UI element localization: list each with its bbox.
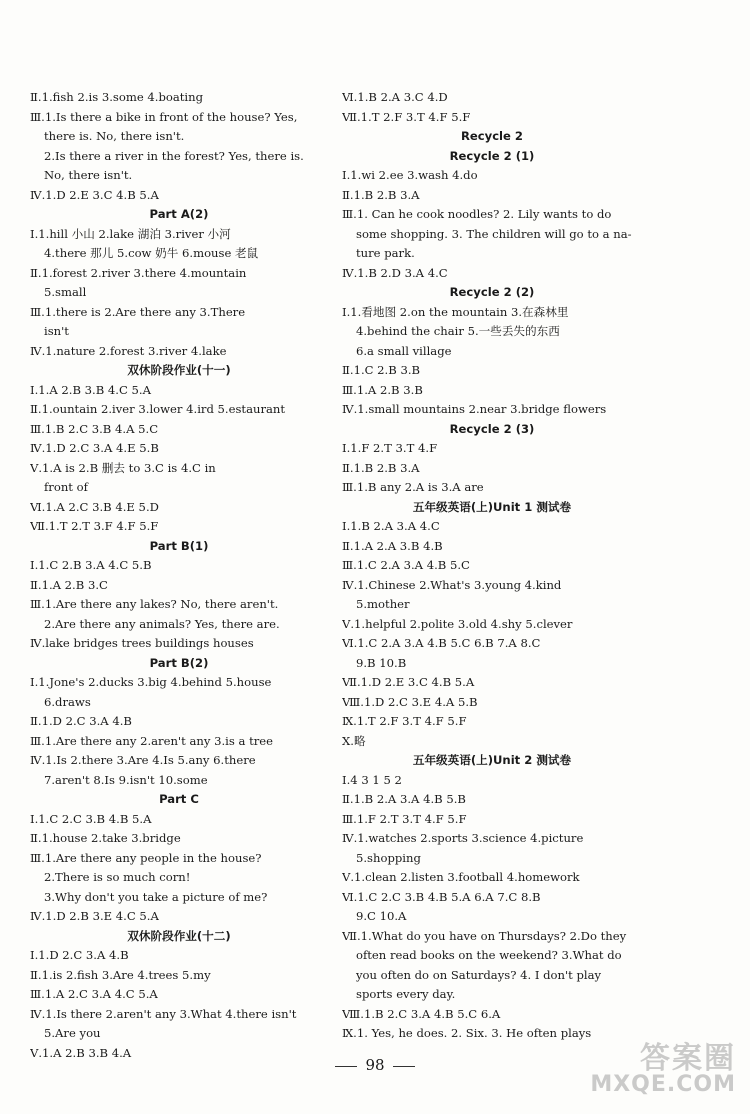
answer-line: ture park.: [356, 246, 415, 260]
answer-line: Ⅳ.1.D 2.E 3.C 4.B 5.A: [30, 187, 159, 202]
answer-line: Ⅲ.1. Can he cook noodles? 2. Lily wants to do: [342, 207, 612, 221]
answer-line: Ⅳ.lake bridges trees buildings houses: [30, 636, 254, 650]
answer-line: Ⅰ.1.Jone's 2.ducks 3.big 4.behind 5.house: [30, 675, 272, 689]
answer-line: 5.Are you: [44, 1026, 101, 1040]
answer-line: Ⅰ.1.C 2.B 3.A 4.C 5.B: [30, 558, 152, 572]
section-heading: Recycle 2 (1): [449, 148, 535, 163]
answer-line: Ⅰ.1.F 2.T 3.T 4.F: [342, 441, 438, 455]
right-column: [342, 88, 642, 1044]
answer-line: Ⅱ.1.C 2.B 3.B: [342, 363, 421, 377]
answer-line: Ⅷ.1.B 2.C 3.A 4.B 5.C 6.A: [342, 1006, 501, 1021]
answer-line: sports every day.: [356, 987, 456, 1001]
answer-line: Ⅱ.1.house 2.take 3.bridge: [30, 831, 181, 845]
answer-line: Ⅹ.略: [342, 733, 366, 748]
answer-line: Ⅳ.1.nature 2.forest 3.river 4.lake: [30, 343, 227, 358]
answer-line: Ⅳ.1.Is there 2.aren't any 3.What 4.there isn't: [30, 1006, 297, 1021]
answer-line: Ⅱ.1.A 2.A 3.B 4.B: [342, 538, 443, 553]
answer-line: Ⅴ.1.A is 2.B 删去 to 3.C is 4.C in: [30, 460, 216, 475]
answer-line: Ⅲ.1.F 2.T 3.T 4.F 5.F: [342, 811, 467, 826]
answer-line: Ⅳ.1.Chinese 2.What's 3.young 4.kind: [342, 577, 562, 592]
answer-line: Ⅳ.1.Is 2.there 3.Are 4.Is 5.any 6.there: [30, 753, 256, 767]
answer-line: Ⅶ.1.D 2.E 3.C 4.B 5.A: [342, 675, 475, 689]
answer-line: Ⅴ.1.A 2.B 3.B 4.A: [30, 1045, 132, 1060]
left-column: [30, 88, 335, 1063]
section-heading: 五年级英语(上)Unit 1 测试卷: [412, 499, 572, 514]
answer-line: Ⅱ.1.B 2.B 3.A: [342, 460, 420, 475]
section-heading: 双休阶段作业(十二): [127, 928, 231, 943]
answer-line: some shopping. 3. The children will go to a na-: [356, 226, 632, 241]
section-heading: Part C: [159, 792, 199, 806]
answer-line: front of: [44, 480, 88, 494]
answer-line: Ⅲ.1.Are there any people in the house?: [30, 850, 262, 865]
answer-line: Ⅰ.1.C 2.C 3.B 4.B 5.A: [30, 811, 152, 826]
answer-line: Ⅲ.1.C 2.A 3.A 4.B 5.C: [342, 558, 470, 572]
answer-line: Ⅵ.1.C 2.C 3.B 4.B 5.A 6.A 7.C 8.B: [342, 889, 541, 904]
answer-line: often read books on the weekend? 3.What do: [356, 948, 622, 962]
answer-line: Ⅴ.1.clean 2.listen 3.football 4.homework: [342, 870, 580, 884]
answer-line: Ⅳ.1.small mountains 2.near 3.bridge flowers: [342, 402, 607, 416]
answer-line: Ⅱ.1.fish 2.is 3.some 4.boating: [30, 90, 204, 104]
answer-line: Ⅶ.1.What do you have on Thursdays? 2.Do they: [342, 928, 627, 943]
answer-line: Ⅵ.1.B 2.A 3.C 4.D: [342, 90, 448, 104]
answer-line: 3.Why don't you take a picture of me?: [44, 889, 268, 904]
section-heading: 五年级英语(上)Unit 2 测试卷: [412, 753, 572, 767]
answer-line: Ⅲ.1.Are there any 2.aren't any 3.is a tree: [30, 733, 273, 748]
answer-line: 6.draws: [44, 694, 91, 709]
answer-line: Ⅳ.1.D 2.C 3.A 4.E 5.B: [30, 441, 159, 455]
answer-line: Ⅸ.1. Yes, he does. 2. Six. 3. He often plays: [342, 1026, 592, 1040]
answer-line: 5.small: [44, 285, 87, 299]
page-number: 98: [365, 1056, 385, 1074]
answer-line: you often do on Saturdays? 4. I don't play: [356, 967, 602, 982]
answer-line: Ⅳ.1.D 2.B 3.E 4.C 5.A: [30, 909, 159, 923]
answer-line: there is. No, there isn't.: [44, 129, 185, 143]
answer-line: 6.a small village: [356, 343, 452, 358]
answer-line: 9.B 10.B: [356, 655, 407, 670]
answer-line: Ⅱ.1.B 2.A 3.A 4.B 5.B: [342, 792, 466, 806]
answer-line: Ⅰ.1.看地图 2.on the mountain 3.在森林里: [342, 304, 569, 319]
answer-line: 2.Are there any animals? Yes, there are.: [44, 616, 280, 631]
watermark-text-cn: 答案圈: [640, 1041, 736, 1076]
answer-line: 5.mother: [356, 597, 410, 611]
footer-dash-right: [393, 1066, 415, 1067]
answer-line: Ⅳ.1.watches 2.sports 3.science 4.picture: [342, 831, 584, 845]
answer-line: Ⅱ.1.A 2.B 3.C: [30, 577, 108, 592]
section-heading: Part B(2): [149, 655, 209, 670]
answer-line: Ⅰ.1.wi 2.ee 3.wash 4.do: [342, 168, 478, 182]
answer-line: Ⅲ.1.there is 2.Are there any 3.There: [30, 304, 246, 319]
answer-line: Ⅰ.1.A 2.B 3.B 4.C 5.A: [30, 382, 151, 397]
answer-line: Ⅰ.1.D 2.C 3.A 4.B: [30, 948, 129, 962]
answer-line: 7.aren't 8.Is 9.isn't 10.some: [44, 772, 208, 787]
section-heading: Part B(1): [149, 538, 209, 553]
answer-line: Ⅱ.1.forest 2.river 3.there 4.mountain: [30, 265, 247, 280]
answer-line: No, there isn't.: [44, 168, 133, 182]
answer-line: Ⅱ.1.B 2.B 3.A: [342, 187, 420, 202]
answer-line: Ⅰ.4 3 1 5 2: [342, 772, 402, 787]
answer-line: Ⅱ.1.is 2.fish 3.Are 4.trees 5.my: [30, 967, 211, 982]
answer-line: Ⅳ.1.B 2.D 3.A 4.C: [342, 265, 448, 280]
section-heading: Part A(2): [149, 207, 209, 221]
answer-line: Ⅶ.1.T 2.T 3.F 4.F 5.F: [30, 519, 159, 533]
answer-line: Ⅲ.1.Is there a bike in front of the house? Yes,: [30, 109, 298, 124]
answer-line: Ⅸ.1.T 2.F 3.T 4.F 5.F: [342, 714, 467, 728]
footer-dash-left: [335, 1066, 357, 1067]
answer-line: Ⅷ.1.D 2.C 3.E 4.A 5.B: [342, 694, 478, 709]
answer-line: Ⅲ.1.Are there any lakes? No, there aren't.: [30, 597, 279, 611]
watermark-text-en: MXQE.COM: [590, 1072, 736, 1097]
answer-line: Ⅲ.1.A 2.C 3.A 4.C 5.A: [30, 987, 158, 1001]
answer-line: Ⅴ.1.helpful 2.polite 3.old 4.shy 5.clever: [342, 616, 573, 631]
answer-line: Ⅲ.1.B any 2.A is 3.A are: [342, 480, 484, 494]
section-heading: Recycle 2: [460, 129, 524, 143]
answer-line: Ⅵ.1.C 2.A 3.A 4.B 5.C 6.B 7.A 8.C: [342, 636, 541, 650]
answer-line: 9.C 10.A: [356, 909, 407, 923]
watermark-logo: [590, 1041, 736, 1097]
answer-line: Ⅰ.1.B 2.A 3.A 4.C: [342, 519, 440, 533]
answer-line: Ⅱ.1.D 2.C 3.A 4.B: [30, 714, 132, 728]
answer-line: Ⅲ.1.A 2.B 3.B: [342, 382, 423, 397]
answer-line: Ⅵ.1.A 2.C 3.B 4.E 5.D: [30, 499, 159, 514]
answer-line: 5.shopping: [356, 850, 421, 865]
answer-line: Ⅶ.1.T 2.F 3.T 4.F 5.F: [342, 109, 471, 124]
answer-line: 2.There is so much corn!: [44, 870, 191, 884]
answer-line: 2.Is there a river in the forest? Yes, there is.: [44, 148, 304, 163]
answer-line: Ⅰ.1.hill 小山 2.lake 湖泊 3.river 小河: [30, 226, 231, 241]
answer-line: 4.behind the chair 5.一些丢失的东西: [356, 324, 560, 338]
section-heading: Recycle 2 (2): [449, 285, 535, 299]
answer-line: Ⅲ.1.B 2.C 3.B 4.A 5.C: [30, 421, 159, 436]
section-heading: Recycle 2 (3): [449, 421, 535, 436]
section-heading: 双休阶段作业(十一): [127, 363, 231, 377]
answer-line: Ⅱ.1.ountain 2.iver 3.lower 4.ird 5.estaurant: [30, 402, 286, 416]
answer-line: 4.there 那儿 5.cow 奶牛 6.mouse 老鼠: [44, 246, 259, 260]
answer-line: isn't: [44, 324, 69, 338]
